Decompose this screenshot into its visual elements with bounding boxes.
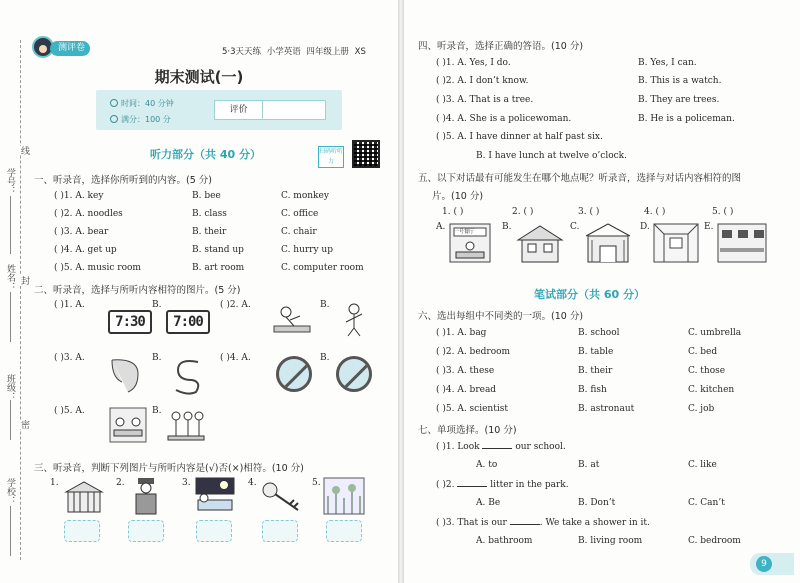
q3-answer-box[interactable] [262,520,298,542]
q1-option-b: B. art room [192,263,245,273]
q7-option-c: C. bedroom [688,536,741,546]
q5-item-4[interactable]: 4. ( ) [644,207,666,217]
class-label: 班级： [5,374,15,401]
score-label: 评价 [215,101,263,119]
left-page [0,0,398,583]
q3-answer-box[interactable] [128,520,164,542]
q1-option-c: C. monkey [281,191,329,201]
q4-option-b: B. Yes, I can. [638,58,697,68]
q5-item-1[interactable]: 1. ( ) [442,207,464,217]
q2-title: 二、听录音，选择与所听内容相符的图片。(5 分) [34,285,241,296]
q2-item-3[interactable]: ( )3. A. [54,353,85,363]
seal-char: 封 [19,276,29,285]
answer-blank[interactable] [457,479,487,487]
q5-title: 五、以下对话最有可能发生在哪个地点呢？听录音，选择与对话内容相符的图 [418,173,742,184]
answer-blank[interactable] [510,517,540,525]
q7-item-2[interactable]: ( )2. litter in the park. [436,480,569,490]
q2-option-b: B. [320,300,330,310]
no-swimming-icon[interactable] [336,356,372,392]
logo-text: 测评卷 [50,41,90,56]
q3-answer-box[interactable] [326,520,362,542]
q6-option-c: C. kitchen [688,385,735,395]
q6-item-1[interactable]: ( )1. A. bag [436,328,487,338]
q2-item-5[interactable]: ( )5. A. [54,406,85,416]
q4-option-b: B. This is a watch. [638,76,722,86]
garden-icon [322,476,366,516]
clock-icon[interactable]: 7:30 [108,310,152,334]
library-building-icon [62,478,106,514]
q7-title: 七、单项选择。(10 分) [418,425,517,436]
q7-item-1[interactable]: ( )1. Look our school. [436,442,566,452]
q6-item-3[interactable]: ( )3. A. these [436,366,495,376]
q2-item-2[interactable]: ( )2. A. [220,300,251,310]
q6-option-b: B. astronaut [578,404,635,414]
elephant-trunk-icon[interactable] [108,354,142,394]
q6-item-2[interactable]: ( )2. A. bedroom [436,347,511,357]
q4-item-3[interactable]: ( )3. A. That is a tree. [436,95,534,105]
answer-blank[interactable] [482,441,512,449]
written-heading: 笔试部分（共 60 分） [534,288,645,301]
clock-icon[interactable]: 7:00 [166,310,210,334]
q7-option-b: B. living room [578,536,643,546]
name-label: 姓名： [5,264,15,291]
students-icon[interactable] [166,406,206,444]
no-littering-icon[interactable] [276,356,312,392]
q2-option-b: B. [152,353,162,363]
q5-item-5[interactable]: 5. ( ) [712,207,734,217]
full-score-row: 满分：100 分 [110,114,171,125]
q4-item-5[interactable]: ( )5. A. I have dinner at half past six. [436,132,603,142]
boy-sleeping-icon[interactable] [272,302,312,338]
q7-option-a: A. Be [476,498,501,508]
q4-title: 四、听录音，选择正确的答语。(10 分) [418,41,584,52]
q7-item-3[interactable]: ( )3. That is our . We take a shower in it. [436,518,650,528]
book-info: 5·3天天练 小学英语 四年级上册 XS [222,47,366,57]
cut-line [20,40,21,560]
q3-num-4: 4. [248,478,257,488]
q4-option-b: B. I have lunch at twelve o’clock. [476,151,627,161]
q1-option-c: C. hurry up [281,245,333,255]
q2-item-1[interactable]: ( )1. A. [54,300,85,310]
q1-item-1[interactable]: ( )1. A. key [54,191,104,201]
q1-option-c: C. office [281,209,319,219]
school-label: 学校： [5,478,15,505]
boy-standing-icon[interactable] [334,302,374,338]
q6-title: 六、选出每组中不同类的一项。(10 分) [418,311,584,322]
keys-icon [260,480,302,514]
q7-option-b: B. Don’t [578,498,616,508]
q7-option-b: B. at [578,460,600,470]
test-logo [32,36,98,60]
score-box[interactable] [214,100,326,120]
q3-num-1: 1. [50,478,59,488]
q6-option-c: C. umbrella [688,328,742,338]
clock-icon [110,99,118,107]
q6-item-5[interactable]: ( )5. A. scientist [436,404,508,414]
info-box [96,90,342,130]
q6-option-b: B. their [578,366,613,376]
q5-letter-e: E. [704,222,714,232]
q2-item-4[interactable]: ( )4. A. [220,353,251,363]
q3-answer-box[interactable] [196,520,232,542]
page-number: 9 [750,553,794,575]
q4-option-b: B. He is a policeman. [638,114,735,124]
house-icon [514,222,566,264]
student-id-label: 学号： [5,168,15,195]
page-title: 期末测试(一) [154,68,244,86]
canteen-sign: 一号餐厅 [454,229,475,235]
q1-option-b: B. class [192,209,227,219]
q5-item-3[interactable]: 3. ( ) [578,207,600,217]
qr-tag: 扫码听听力 [318,146,344,168]
q7-option-a: A. to [476,460,498,470]
q1-option-c: C. computer room [281,263,364,273]
q6-option-b: B. fish [578,385,607,395]
classroom-group-icon[interactable] [108,406,148,444]
computer-room-icon [716,222,768,264]
q5-letter-a: A. [436,222,446,232]
q1-title: 一、听录音，选择你所听到的内容。(5 分) [34,175,212,186]
name-line [10,292,11,342]
q6-option-c: C. job [688,404,715,414]
q1-option-b: B. their [192,227,227,237]
q1-item-2[interactable]: ( )2. A. noodles [54,209,123,219]
q2-option-b: B. [320,353,330,363]
line-char: 线 [19,146,29,155]
school-gate-icon [582,220,634,264]
q6-option-c: C. those [688,366,726,376]
q7-option-c: C. Can’t [688,498,725,508]
sleeping-night-icon [194,476,236,516]
q1-item-5[interactable]: ( )5. A. music room [54,263,141,273]
q6-option-c: C. bed [688,347,718,357]
q6-option-b: B. school [578,328,620,338]
q6-item-4[interactable]: ( )4. A. bread [436,385,497,395]
room-icon [652,222,700,264]
binding-margin [0,0,30,583]
q5-letter-b: B. [502,222,512,232]
q3-num-5: 5. [312,478,321,488]
q1-option-c: C. chair [281,227,317,237]
q3-num-3: 3. [182,478,191,488]
q5-letter-c: C. [570,222,580,232]
q7-option-c: C. like [688,460,717,470]
q7-option-a: A. bathroom [476,536,533,546]
close-char: 密 [19,420,29,429]
q5-item-2[interactable]: 2. ( ) [512,207,534,217]
q1-option-b: B. bee [192,191,221,201]
q5-letter-d: D. [640,222,650,232]
q1-item-4[interactable]: ( )4. A. get up [54,245,117,255]
listening-heading: 听力部分（共 40 分） [150,148,261,161]
policeman-icon [128,476,164,516]
q3-num-2: 2. [116,478,125,488]
check-icon [110,115,118,123]
q6-option-b: B. table [578,347,614,357]
q4-item-4[interactable]: ( )4. A. She is a policewoman. [436,114,572,124]
class-line [10,400,11,440]
q1-item-3[interactable]: ( )3. A. bear [54,227,109,237]
q1-option-b: B. stand up [192,245,244,255]
school-line [10,506,11,556]
q2-option-b: B. [152,406,162,416]
qr-code-icon[interactable] [352,140,380,168]
q4-item-1[interactable]: ( )1. A. Yes, I do. [436,58,511,68]
q2-option-b: B. [152,300,162,310]
q4-option-b: B. They are trees. [638,95,720,105]
time-row: 时间：40 分钟 [110,98,174,109]
q3-title: 三、听录音，判断下列图片与所听内容是(√)否(×)相符。(10 分) [34,463,304,474]
q5-title-cont: 片。(10 分) [432,191,484,202]
q3-answer-box[interactable] [64,520,100,542]
q4-item-2[interactable]: ( )2. A. I don’t know. [436,76,529,86]
right-page [404,0,800,583]
student-id-line [10,196,11,254]
snake-icon[interactable] [168,356,208,396]
